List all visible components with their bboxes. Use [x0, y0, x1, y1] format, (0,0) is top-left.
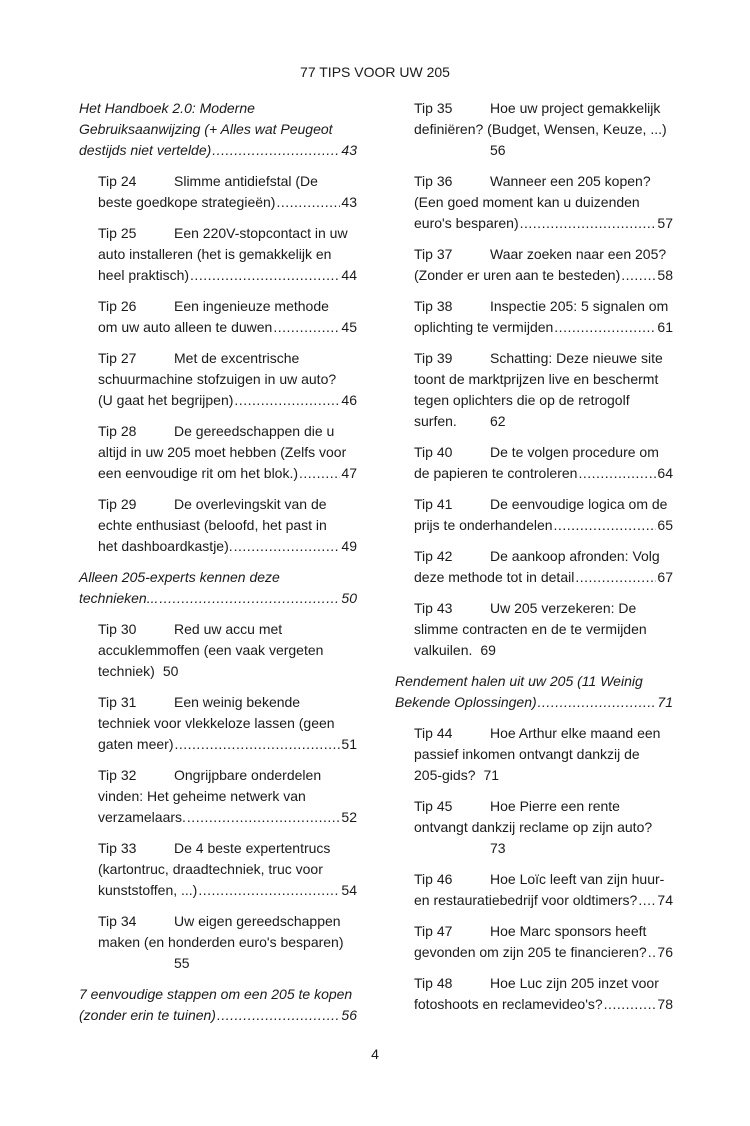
tip-title-line: Uw 205 verzekeren: De [490, 600, 637, 616]
tip-number: Tip 43 [414, 600, 453, 616]
section-title-line: 7 eenvoudige stappen om een 205 te kopen [79, 986, 353, 1002]
toc-entry-tip-48 [395, 973, 673, 1015]
section-title-line: destijds niet vertelde) [79, 142, 212, 158]
tip-title-line: verzamelaars. [98, 809, 186, 825]
page-number: 56 [341, 1007, 357, 1023]
toc-leader-line [98, 880, 357, 901]
tip-number: Tip 47 [414, 923, 453, 939]
tip-title-line: vinden: Het geheime netwerk van [98, 788, 306, 804]
toc-entry-tip-42 [395, 546, 673, 588]
tip-title-line: kunststoffen, ...) [98, 882, 198, 898]
tip-title-line: Uw eigen gereedschappen [174, 913, 341, 929]
tip-title-line: Ongrijpbare onderdelen [174, 767, 322, 783]
page-number: 50 [341, 590, 357, 606]
page-number: 55 [174, 955, 190, 971]
tip-title-line: (kartontruc, draadtechniek, truc voor [98, 861, 323, 877]
toc-leader-line [98, 734, 357, 755]
tip-title-line: om uw auto alleen te duwen [98, 319, 273, 335]
page-number: 51 [341, 736, 357, 752]
toc-section-experts [79, 567, 357, 609]
tip-title-line: De te volgen procedure om [490, 444, 659, 460]
tip-number: Tip 29 [98, 496, 137, 512]
tip-title-line: De aankoop afronden: Volg [490, 548, 660, 564]
tip-number: Tip 30 [98, 621, 137, 637]
tip-title-line: Inspectie 205: 5 signalen om [490, 298, 669, 314]
tip-title-line: Een ingenieuze methode [174, 298, 329, 314]
toc-section-revenue [395, 671, 673, 713]
toc-entry-tip-39 [395, 348, 673, 432]
page-number: 78 [657, 996, 673, 1012]
tip-title-line: De overlevingskit van de [174, 496, 327, 512]
tip-number: Tip 31 [98, 694, 137, 710]
toc-entry-tip-30 [79, 619, 357, 682]
dot-leader [638, 890, 656, 911]
dot-leader [198, 880, 340, 901]
toc-entry-tip-34 [79, 911, 357, 974]
tip-number: Tip 32 [98, 767, 137, 783]
page-number: 43 [341, 194, 357, 210]
page-number: 71 [657, 694, 673, 710]
dot-leader [217, 1005, 340, 1026]
page-number: 56 [490, 142, 506, 158]
dot-leader [604, 994, 657, 1015]
tip-title-line: (Zonder er uren aan te besteden) [414, 267, 621, 283]
page-number: 67 [657, 569, 673, 585]
tip-number: Tip 25 [98, 225, 137, 241]
tip-title-line: prijs te onderhandelen [414, 517, 553, 533]
tip-title-line: Hoe Pierre een rente [490, 798, 620, 814]
toc-entry-tip-26 [79, 296, 357, 338]
dot-leader [554, 317, 656, 338]
page-number: 45 [341, 319, 357, 335]
page-number: 74 [657, 892, 673, 908]
toc-entry-tip-27 [79, 348, 357, 411]
dot-leader [174, 734, 340, 755]
dot-leader [554, 515, 657, 536]
tip-number: Tip 34 [98, 913, 137, 929]
toc-entry-tip-31 [79, 692, 357, 755]
toc-leader-line [414, 515, 673, 536]
tip-title-line: heel praktisch) [98, 267, 190, 283]
dot-leader [299, 463, 340, 484]
toc-leader-line [414, 567, 673, 588]
tip-number: Tip 44 [414, 725, 453, 741]
toc-entry-tip-46 [395, 869, 673, 911]
toc-entry-tip-37 [395, 244, 673, 286]
toc-leader-line [98, 536, 357, 557]
dot-leader [273, 317, 340, 338]
toc-entry-tip-40 [395, 442, 673, 484]
tip-title-line: beste goedkope strategieën) [98, 194, 276, 210]
toc-entry-tip-44 [395, 723, 673, 786]
tip-title-line: techniek voor vlekkeloze lassen (geen [98, 715, 335, 731]
tip-number: Tip 40 [414, 444, 453, 460]
toc-leader-line [98, 317, 357, 338]
section-title-line: Het Handboek 2.0: Moderne [79, 100, 255, 116]
tip-title-line: Red uw accu met [174, 621, 283, 637]
dot-leader [212, 140, 340, 161]
page-number-footer: 4 [371, 1046, 379, 1062]
tip-title-line: techniek) [98, 663, 155, 679]
toc-leader-line [414, 890, 673, 911]
tip-title-line: Een weinig bekende [174, 694, 301, 710]
tip-title-line: toont de marktprijzen live en beschermt [414, 371, 659, 387]
running-header: 77 TIPS VOOR UW 205 [300, 64, 450, 80]
tip-title-line: Hoe Luc zijn 205 inzet voor [490, 975, 659, 991]
tip-title-line: Hoe uw project gemakkelijk [490, 100, 661, 116]
tip-title-line: oplichting te vermijden [414, 319, 554, 335]
tip-title-line: Hoe Marc sponsors heeft [490, 923, 647, 939]
tip-number: Tip 39 [414, 350, 453, 366]
toc-leader-line [98, 192, 357, 213]
tip-title-line: surfen. [414, 413, 457, 429]
dot-leader [520, 213, 657, 234]
page-number: 58 [657, 267, 673, 283]
page-number: 69 [480, 642, 496, 658]
toc-leader-line [395, 692, 673, 713]
tip-title-line: fotoshoots en reclamevideo's? [414, 996, 603, 1012]
page-number: 43 [341, 142, 357, 158]
toc-leader-line [79, 588, 357, 609]
dot-leader [159, 588, 340, 609]
section-title-line: Gebruiksaanwijzing (+ Alles wat Peugeot [79, 121, 333, 137]
tip-title-line: slimme contracten en de te vermijden [414, 621, 647, 637]
tip-title-line: gevonden om zijn 205 te financieren? [414, 944, 647, 960]
toc-leader-line [98, 390, 357, 411]
toc-leader-line [414, 265, 673, 286]
tip-number: Tip 26 [98, 298, 137, 314]
toc-entry-tip-28 [79, 421, 357, 484]
tip-number: Tip 45 [414, 798, 453, 814]
page-number: 50 [162, 663, 179, 679]
page-number: 52 [341, 809, 357, 825]
tip-title-line: passief inkomen ontvangt dankzij de [414, 746, 640, 762]
tip-number: Tip 38 [414, 298, 453, 314]
tip-title-line: Waar zoeken naar een 205? [490, 246, 667, 262]
page-number: 64 [657, 465, 673, 481]
toc-entry-tip-43 [395, 598, 673, 661]
tip-title-line: Slimme antidiefstal (De [174, 173, 318, 189]
tip-title-line: valkuilen. [414, 642, 473, 658]
tip-title-line: deze methode tot in detail [414, 569, 575, 585]
tip-title-line: euro's besparen) [414, 215, 519, 231]
tip-title-line: (Een goed moment kan u duizenden [414, 194, 640, 210]
section-title-line: (zonder erin te tuinen) [79, 1007, 216, 1023]
page-number: 57 [657, 215, 673, 231]
dot-leader [575, 567, 656, 588]
page-number: 54 [341, 882, 357, 898]
tip-title-line: Een 220V-stopcontact in uw [174, 225, 348, 241]
tip-title-line: Met de excentrische [174, 350, 300, 366]
toc-entry-tip-33 [79, 838, 357, 901]
tip-number: Tip 28 [98, 423, 137, 439]
dot-leader [648, 942, 657, 963]
toc-entry-tip-41 [395, 494, 673, 536]
toc-leader-line [79, 140, 357, 161]
toc-entry-tip-35 [395, 98, 673, 161]
toc-entry-tip-38 [395, 296, 673, 338]
tip-number: Tip 48 [414, 975, 453, 991]
tip-title-line: De gereedschappen die u [174, 423, 335, 439]
tip-number: Tip 33 [98, 840, 137, 856]
toc-section-handbook [79, 98, 357, 161]
section-title-line: Bekende Oplossingen) [395, 694, 537, 710]
tip-title-line: gaten meer) [98, 736, 174, 752]
tip-title-line: definiëren? (Budget, Wensen, Keuze, ...) [414, 121, 667, 137]
dot-leader [538, 692, 657, 713]
tip-title-line: auto installeren (het is gemakkelijk en [98, 246, 332, 262]
toc-left-column [79, 98, 357, 1036]
tip-title-line: het dashboardkastje). [98, 538, 233, 554]
section-title-line: Alleen 205-experts kennen deze [79, 569, 280, 585]
toc-entry-tip-29 [79, 494, 357, 557]
tip-number: Tip 27 [98, 350, 137, 366]
page-number: 73 [490, 840, 506, 856]
toc-entry-tip-24 [79, 171, 357, 213]
tip-number: Tip 46 [414, 871, 453, 887]
page-number: 65 [657, 517, 673, 533]
tip-title-line: tegen oplichters die op de retrogolf [414, 392, 630, 408]
toc-entry-tip-32 [79, 765, 357, 828]
tip-title-line: de papieren te controleren [414, 465, 578, 481]
toc-leader-line [414, 994, 673, 1015]
tip-title-line: (U gaat het begrijpen) [98, 392, 234, 408]
dot-leader [234, 536, 341, 557]
tip-number: Tip 37 [414, 246, 453, 262]
dot-leader [187, 807, 341, 828]
dot-leader [190, 265, 340, 286]
tip-title-line: accuklemmoffen (een vaak vergeten [98, 642, 324, 658]
dot-leader [234, 390, 340, 411]
toc-entry-tip-47 [395, 921, 673, 963]
tip-title-line: 205-gids? [414, 767, 476, 783]
toc-leader-line [414, 213, 673, 234]
tip-number: Tip 41 [414, 496, 453, 512]
toc-leader-line [414, 463, 673, 484]
tip-title-line: De 4 beste expertentrucs [174, 840, 331, 856]
toc-leader-line [414, 942, 673, 963]
dot-leader [621, 265, 656, 286]
tip-title-line: maken (en honderden euro's besparen) [98, 934, 344, 950]
toc-leader-line [98, 463, 357, 484]
toc-leader-line [79, 1005, 357, 1026]
tip-title-line: Wanneer een 205 kopen? [490, 173, 651, 189]
tip-title-line: en restauratiebedrijf voor oldtimers? [414, 892, 638, 908]
toc-leader-line [414, 317, 673, 338]
dot-leader [276, 192, 340, 213]
tip-title-line: Hoe Loïc leeft van zijn huur- [490, 871, 665, 887]
toc-entry-tip-25 [79, 223, 357, 286]
tip-title-line: Schatting: Deze nieuwe site [490, 350, 663, 366]
page-number: 76 [657, 944, 673, 960]
section-title-line: Rendement halen uit uw 205 (11 Weinig [395, 673, 643, 689]
tip-number: Tip 24 [98, 173, 137, 189]
tip-title-line: echte enthusiast (beloofd, het past in [98, 517, 327, 533]
dot-leader [578, 463, 656, 484]
tip-title-line: altijd in uw 205 moet hebben (Zelfs voor [98, 444, 347, 460]
toc-entry-tip-45 [395, 796, 673, 859]
tip-title-line: ontvangt dankzij reclame op zijn auto? [414, 819, 653, 835]
tip-title-line: Hoe Arthur elke maand een [490, 725, 661, 741]
toc-leader-line [98, 807, 357, 828]
tip-number: Tip 42 [414, 548, 453, 564]
page-number: 61 [657, 319, 673, 335]
tip-title-line: schuurmachine stofzuigen in uw auto? [98, 371, 337, 387]
page-number: 46 [341, 392, 357, 408]
page-number: 49 [341, 538, 357, 554]
page-number: 71 [483, 767, 500, 783]
tip-title-line: een eenvoudige rit om het blok.) [98, 465, 299, 481]
toc-leader-line [98, 265, 357, 286]
toc-entry-tip-36 [395, 171, 673, 234]
section-title-line: technieken... [79, 590, 159, 606]
page-number: 44 [341, 267, 357, 283]
toc-right-column [395, 98, 673, 1025]
tip-number: Tip 35 [414, 100, 453, 116]
page-number: 47 [341, 465, 357, 481]
tip-number: Tip 36 [414, 173, 453, 189]
toc-section-buying [79, 984, 357, 1026]
tip-title-line: De eenvoudige logica om de [490, 496, 668, 512]
page-number: 62 [490, 413, 506, 429]
